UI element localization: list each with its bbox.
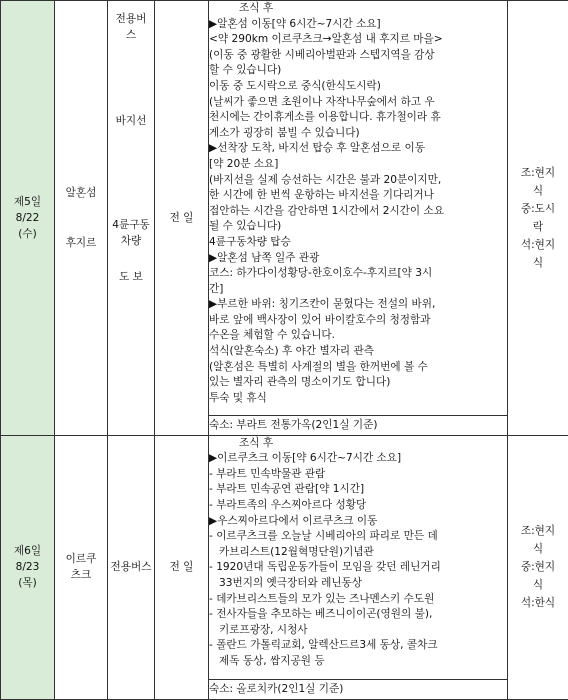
- schedule-line: - 부라트 민속박물관 관람: [209, 467, 326, 480]
- schedule-line: (날씨가 좋으면 초원이나 자작나무숲에서 하고 우: [209, 95, 435, 108]
- meal-time-label: 전 일: [169, 561, 194, 574]
- schedule-line: 게소가 굉장히 붐빌 수 있습니다): [209, 126, 360, 139]
- schedule-line: (이동 중 광활한 시베리아벌판과 스텝지역을 감상: [209, 48, 435, 61]
- schedule-line: 제독 동상, 쌈지공원 등: [219, 654, 325, 667]
- day-row: [1, 435, 568, 679]
- schedule-line: 4륜구동차량 탑승: [209, 235, 291, 248]
- schedule-line: 33번지의 옛극장터와 레닌동상: [219, 576, 363, 589]
- meals-cell: [508, 1, 568, 436]
- schedule-line: - 1920년대 독립운동가들이 모임을 갖던 레닌거리: [209, 561, 441, 574]
- schedule-line: 될 수 있습니다): [209, 220, 282, 233]
- schedule-line: 할 수 있습니다): [209, 64, 282, 77]
- location-cell: [55, 1, 108, 436]
- schedule-line: 바로 앞에 백사장이 있어 바이칼호수의 청정함과: [209, 313, 431, 326]
- meal-label: 락: [532, 220, 544, 233]
- location-label: 알혼섬: [65, 186, 97, 199]
- day-label: 제5일: [13, 195, 42, 208]
- meal-label: 조:현지: [520, 166, 556, 179]
- location-label: 츠크: [70, 569, 92, 582]
- schedule-line: 조식 후: [239, 2, 274, 14]
- schedule-cell: [209, 435, 508, 679]
- meal-label: 식: [532, 184, 544, 197]
- meal-time-label: 전 일: [169, 211, 194, 224]
- schedule-line: - 폴란드 가톨릭교회, 알렉산드르3세 동상, 콜차크: [209, 639, 438, 652]
- schedule-line: - 부라트족의 우스찌아르다 성황당: [209, 498, 367, 511]
- weekday-label: (수): [18, 227, 37, 240]
- schedule-line: ▶알혼섬 이동[약 6시간~7시간 소요]: [209, 17, 381, 30]
- meal-label: 식: [532, 543, 544, 556]
- schedule-line: 수온을 체험할 수 있습니다.: [209, 329, 336, 342]
- transport-label: 전용버스: [115, 13, 147, 41]
- schedule-line: 석식(알혼숙소) 후 야간 별자리 관측: [209, 345, 375, 358]
- schedule-line: - 전사자들을 추모하는 베즈니이이곤(영원의 불),: [209, 608, 433, 621]
- meal-label: 중:도시: [520, 202, 556, 215]
- transport-label: 도 보: [119, 271, 143, 283]
- schedule-line: ▶알혼섬 남쪽 일주 관광: [209, 251, 320, 264]
- schedule-line: (바지선을 실제 승선하는 시간은 불과 20분이지만,: [209, 173, 442, 186]
- meal-label: 석:현지: [520, 238, 556, 251]
- schedule-line: - 부라트 민속공연 관람[약 1시간]: [209, 483, 365, 496]
- transport-cell: [108, 1, 155, 436]
- transport-label: 바지선: [115, 115, 147, 127]
- lodging-cell: [209, 415, 508, 435]
- day-cell: [1, 1, 55, 436]
- schedule-line: (알혼섬은 특별히 사계절의 별을 한꺼번에 볼 수: [209, 360, 428, 373]
- schedule-line: 투숙 및 휴식: [209, 391, 267, 404]
- schedule-line: ▶선착장 도착, 바지선 탑승 후 알혼섬으로 이동: [209, 142, 425, 155]
- schedule-line: 한 시간에 한 번씩 운항하는 바지선을 기다리거나: [209, 189, 434, 202]
- schedule-line: 있는 별자리 관측의 명소이기도 합니다): [209, 376, 391, 389]
- transport-label: 4륜구동차량: [112, 219, 150, 247]
- day-label: 제6일: [13, 545, 42, 558]
- schedule-line: 카브리스트(12월혁명단원)기념관: [219, 545, 374, 558]
- meal-time-cell: [155, 1, 209, 436]
- schedule-line: 접안하는 시간을 감안하면 1시간에서 2시간이 소요: [209, 204, 444, 217]
- day-cell: [1, 435, 55, 699]
- weekday-label: (목): [18, 577, 37, 590]
- schedule-line: 이동 중 도시락으로 중식(한식도시락): [209, 79, 381, 92]
- schedule-line: 천시에는 간이휴게소를 이용합니다. 휴가철이라 휴: [209, 111, 441, 124]
- schedule-line: - 이르쿠츠크를 오늘날 시베리아의 파리로 만든 데: [209, 530, 438, 543]
- meal-time-cell: [155, 435, 209, 699]
- meal-label: 조:현지: [520, 525, 556, 538]
- date-label: 8/23: [15, 561, 40, 574]
- date-label: 8/22: [15, 211, 40, 224]
- schedule-line: ▶이르쿠츠크 이동[약 6시간~7시간 소요]: [209, 452, 402, 465]
- day-row: [1, 1, 568, 416]
- lodging-cell: [209, 679, 508, 699]
- meal-label: 식: [532, 256, 544, 269]
- schedule-line: 코스: 하가다이성황당-한호이호수-후지르[약 3시: [209, 267, 433, 280]
- schedule-line: [약 20분 소요]: [209, 157, 279, 170]
- schedule-cell: [209, 1, 508, 416]
- meal-label: 석:한식: [520, 597, 556, 610]
- schedule-line: ▶우스찌아르다에서 이르쿠츠크 이동: [209, 514, 378, 527]
- schedule-line: - 데카브리스트들의 모가 있는 즈나멘스키 수도원: [209, 592, 435, 605]
- meal-label: 중:현지: [520, 561, 556, 574]
- location-cell: [55, 435, 108, 699]
- transport-cell: [108, 435, 155, 699]
- schedule-line: 조식 후: [239, 436, 274, 449]
- lodging-label: 숙소: 부라트 전통가옥(2인1실 기준): [209, 418, 378, 431]
- schedule-line: <약 290km 이르쿠츠크→알혼섬 내 후지르 마을>: [209, 33, 443, 46]
- schedule-line: ▶부르한 바위: 칭기즈칸이 묻혔다는 전설의 바위,: [209, 298, 436, 311]
- meal-label: 식: [532, 579, 544, 592]
- schedule-line: 간]: [209, 282, 224, 295]
- transport-label: 전용버스: [110, 561, 152, 574]
- location-label: 이르쿠: [65, 553, 97, 566]
- schedule-line: 키로프광장, 시청사: [219, 623, 308, 636]
- meals-cell: [508, 435, 568, 699]
- location-label: 후지르: [65, 236, 97, 249]
- lodging-label: 숙소: 올로치카(2인1실 기준): [209, 682, 344, 695]
